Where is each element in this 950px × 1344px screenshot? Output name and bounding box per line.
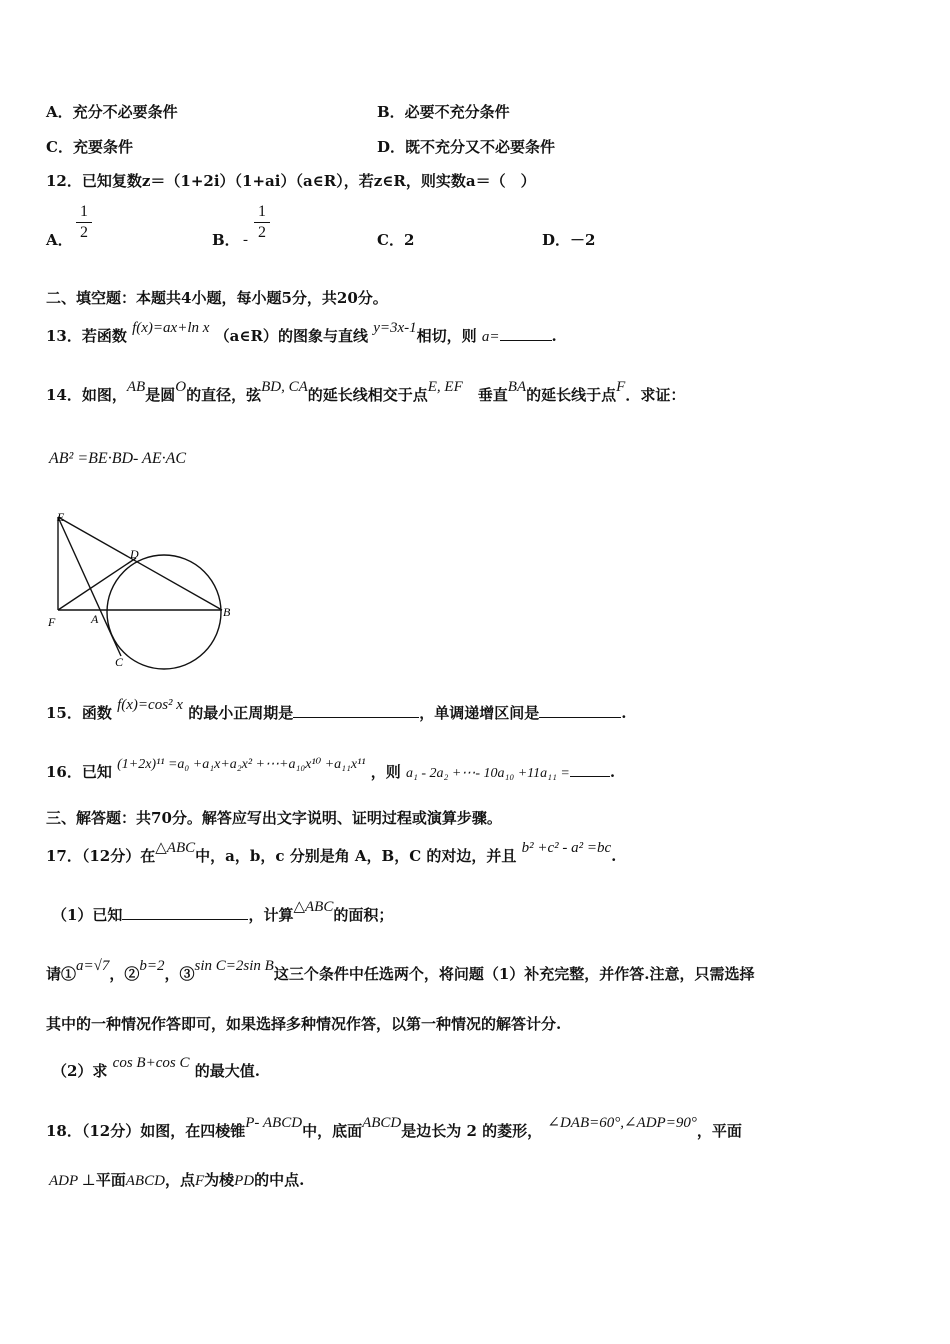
figure-label-a: A xyxy=(91,612,99,626)
figure-label-f: F xyxy=(48,615,56,629)
q12-option-b-fraction: 1 2 xyxy=(254,203,270,242)
question-16: 16．已知 (1+2x)¹¹ =a₀ +a₁x+a₂x² +⋯+a₁₀x¹⁰ +a₁₁x¹¹ ，则 a₁ - 2a₂ +⋯- 10a₁₀ +11a₁₁ = . xyxy=(46,757,616,781)
section-2-heading: 二、填空题：本题共4小题，每小题5分，共20分。 xyxy=(46,289,388,307)
figure-label-d: D xyxy=(130,547,139,561)
q16-answer-blank xyxy=(570,762,610,777)
segment-ec xyxy=(58,517,121,656)
question-17-choices: 请①a=√7，②b=2，③sin C=2sin B这三个条件中任选两个，将问题（1）补充完整，并作答.注意，只需选择 xyxy=(46,958,755,983)
question-17-stem: 17．（12分）在△ABC中，a，b，c 分别是角 A，B，C 的对边，并且 b² +c² - a² =bc. xyxy=(46,840,617,865)
question-17-part-2: （2）求 cos B+cos C 的最大值. xyxy=(52,1055,260,1080)
option-c: C．充要条件 xyxy=(46,138,133,156)
question-17-part-1: （1）已知 ，计算△ABC的面积； xyxy=(52,899,394,924)
question-18-line-2: ADP ⊥平面ABCD，点F为棱PD的中点. xyxy=(49,1171,305,1189)
option-b: B．必要不充分条件 xyxy=(377,103,510,121)
option-a: A．充分不必要条件 xyxy=(46,103,178,121)
figure-label-c: C xyxy=(115,655,124,669)
q12-option-c: C．2 xyxy=(377,231,415,249)
option-d: D．既不充分又不必要条件 xyxy=(377,138,556,156)
q15-interval-blank xyxy=(539,703,621,718)
figure-label-e: E xyxy=(57,510,65,524)
question-15: 15．函数 f(x)=cos² x 的最小正周期是 ，单调递增区间是 . xyxy=(46,697,627,722)
q12-option-a-label: A． xyxy=(46,231,73,249)
question-12-stem: 12．已知复数z＝（1+2i）（1+ai）（a∈R），若z∈R，则实数a＝（ ） xyxy=(46,172,536,190)
q13-answer-blank xyxy=(500,326,552,341)
figure-label-b: B xyxy=(223,605,231,619)
q14-formula: AB² =BE·BD- AE·AC xyxy=(49,450,187,467)
question-13: 13．若函数 f(x)=ax+ln x （a∈R）的图象与直线 y=3x-1相切，则 a= . xyxy=(46,320,557,345)
question-18-stem: 18．（12分）如图，在四棱锥P- ABCD中，底面ABCD是边长为 2 的菱形， ∠DAB=60°,∠ADP=90°，平面 xyxy=(46,1115,742,1140)
q12-option-a-fraction: 1 2 xyxy=(76,203,92,242)
circle-o xyxy=(107,555,221,669)
q17-condition-blank xyxy=(122,905,248,920)
question-17-note: 其中的一种情况作答即可，如果选择多种情况作答，以第一种情况的解答计分. xyxy=(46,1015,562,1033)
q15-period-blank xyxy=(293,703,419,718)
circle-geometry-figure xyxy=(44,506,244,676)
q12-option-b-sign: - xyxy=(243,232,248,248)
q12-option-b-label: B． xyxy=(212,231,240,249)
segment-eb xyxy=(58,517,222,610)
section-3-heading: 三、解答题：共70分。解答应写出文字说明、证明过程或演算步骤。 xyxy=(46,809,502,827)
question-14: 14．如图，AB是圆O的直径，弦BD, CA的延长线相交于点E, EF 垂直BA的延长线于点F．求证： xyxy=(46,379,686,404)
q12-option-d: D．－2 xyxy=(542,231,596,249)
